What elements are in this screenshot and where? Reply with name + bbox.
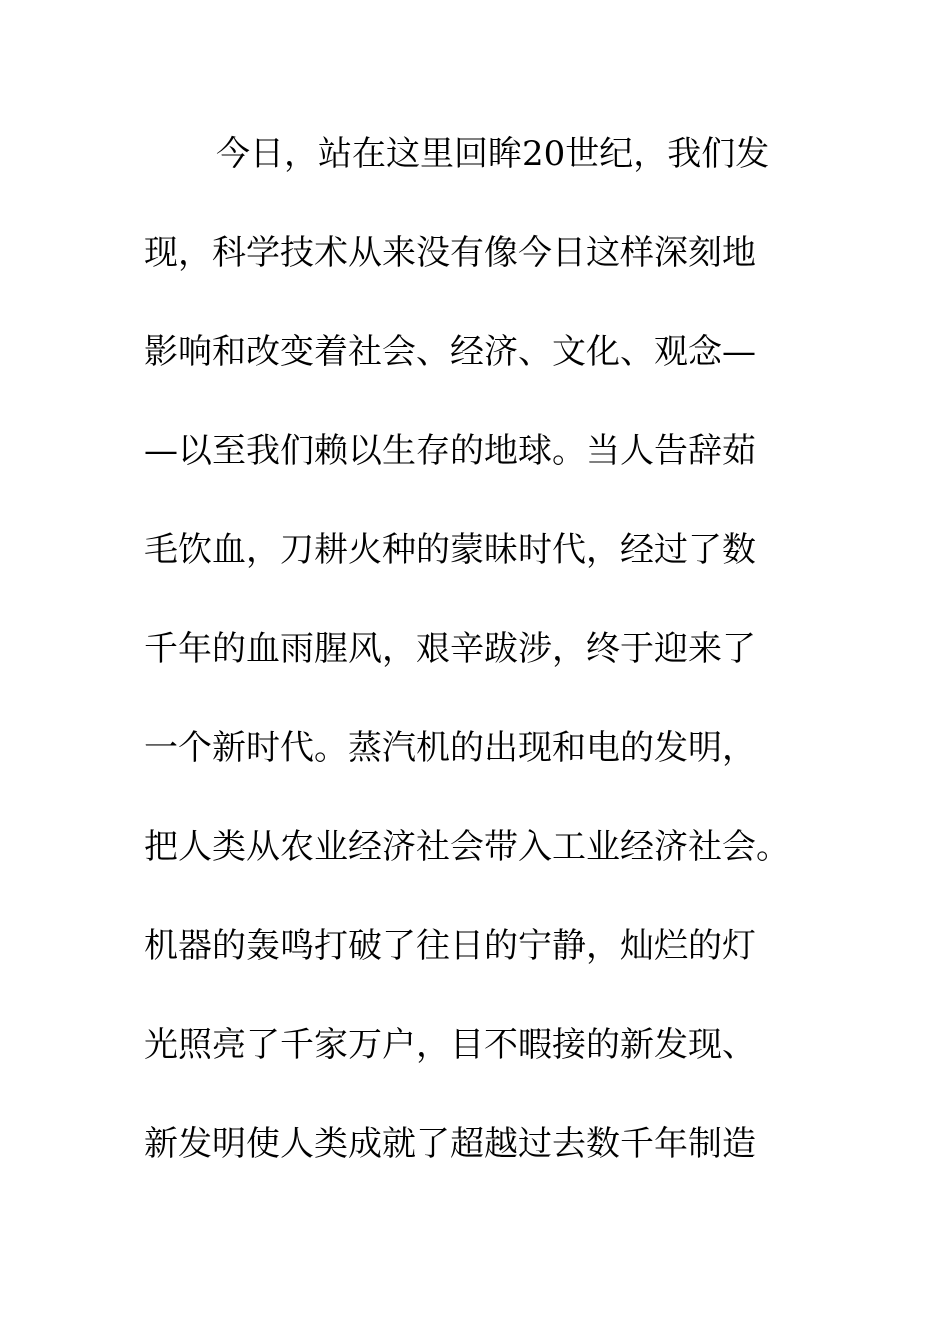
paragraph	[144, 126, 824, 1215]
paragraph-line-11: 新发明使人类成就了超越过去数千年制造	[144, 1124, 756, 1164]
paragraph-line-8: 把人类从农业经济社会带入工业经济社会。	[144, 827, 790, 867]
paragraph-line-6: 千年的血雨腥风，艰辛跋涉，终于迎来了	[144, 629, 756, 669]
paragraph-line-9: 机器的轰鸣打破了往日的宁静，灿烂的灯	[144, 926, 756, 966]
paragraph-line-10: 光照亮了千家万户，目不暇接的新发现、	[144, 1025, 756, 1065]
paragraph-line-2: 现，科学技术从来没有像今日这样深刻地	[144, 233, 756, 273]
paragraph-line-3: 影响和改变着社会、经济、文化、观念—	[144, 332, 756, 372]
paragraph-line-1: 今日，站在这里回眸20世纪，我们发	[216, 134, 770, 174]
paragraph-line-4: —以至我们赖以生存的地球。当人告辞茹	[144, 431, 756, 471]
paragraph-line-5: 毛饮血，刀耕火种的蒙昧时代，经过了数	[144, 530, 756, 570]
paragraph-line-7: 一个新时代。蒸汽机的出现和电的发明，	[144, 728, 756, 768]
